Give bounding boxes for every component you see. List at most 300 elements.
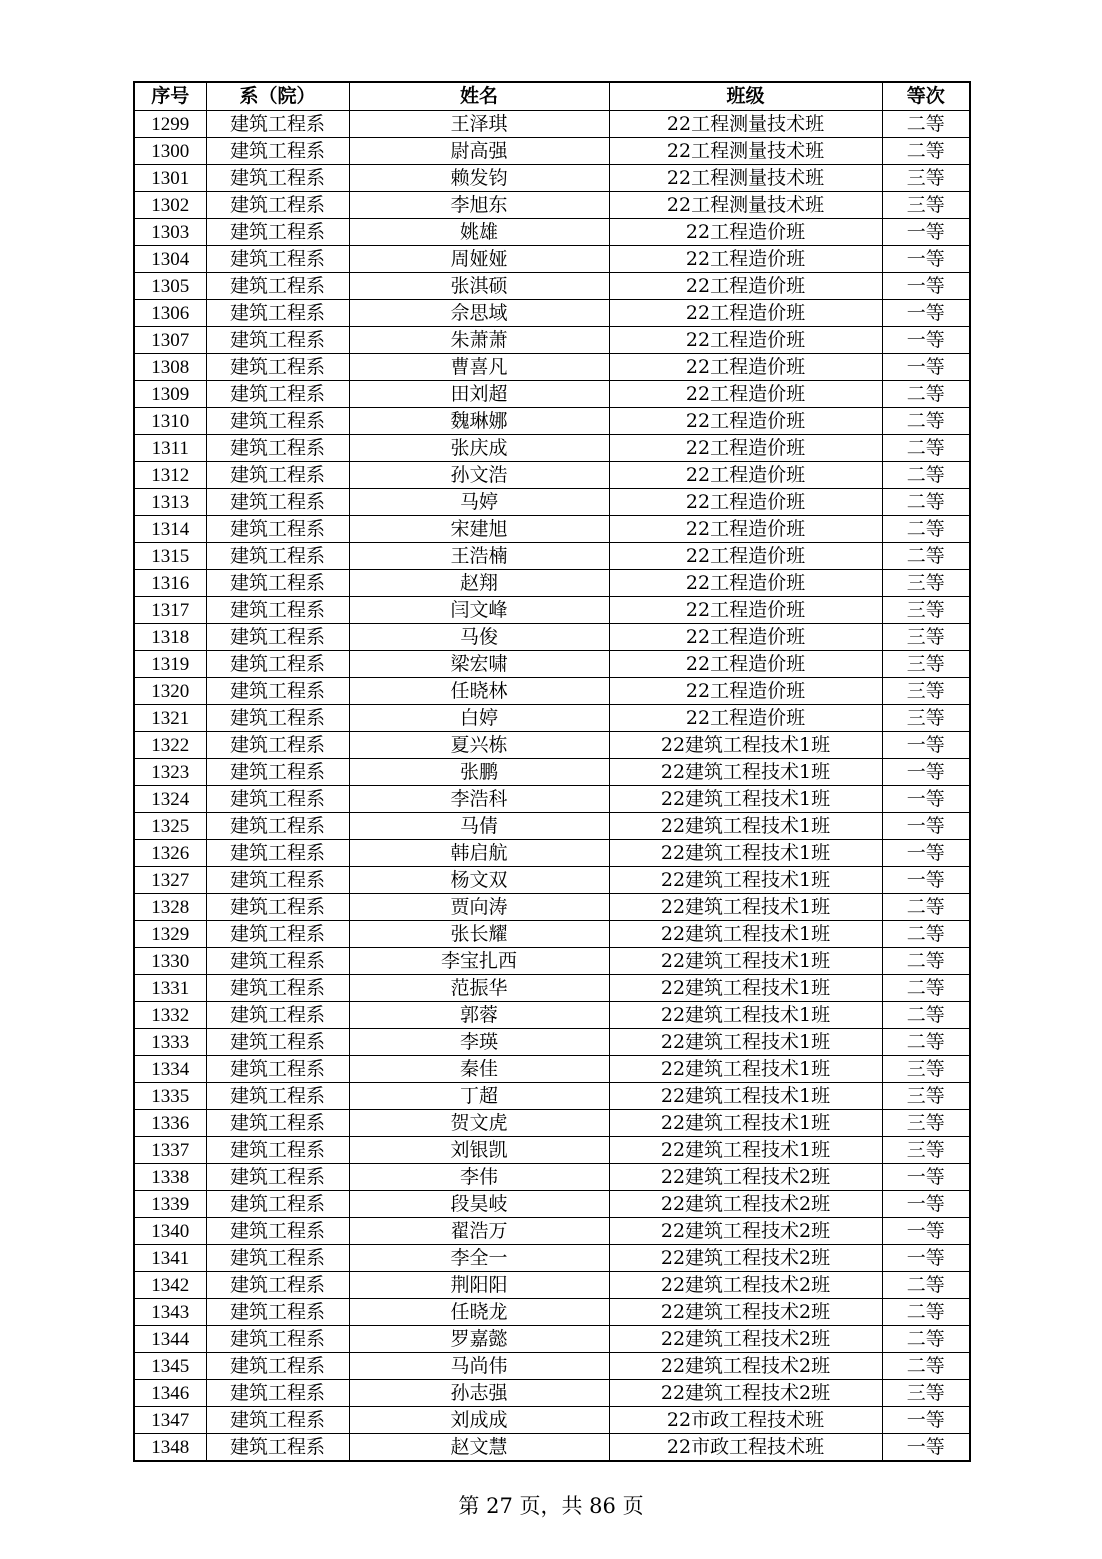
cell-rank: 一等 [882,786,970,813]
cell-name: 任晓林 [349,678,609,705]
cell-rank: 二等 [882,435,970,462]
cell-name: 任晓龙 [349,1299,609,1326]
cell-name: 刘银凯 [349,1137,609,1164]
cell-class: 22工程造价班 [609,273,882,300]
cell-index: 1344 [134,1326,206,1353]
cell-class: 22建筑工程技术2班 [609,1218,882,1245]
cell-rank: 三等 [882,705,970,732]
table-row [134,543,970,570]
cell-name: 佘思域 [349,300,609,327]
cell-index: 1310 [134,408,206,435]
cell-department: 建筑工程系 [206,300,349,327]
cell-name: 贾向涛 [349,894,609,921]
cell-name: 马俊 [349,624,609,651]
cell-class: 22工程造价班 [609,570,882,597]
cell-department: 建筑工程系 [206,165,349,192]
cell-department: 建筑工程系 [206,975,349,1002]
cell-name: 李瑛 [349,1029,609,1056]
table-row [134,867,970,894]
cell-index: 1308 [134,354,206,381]
cell-department: 建筑工程系 [206,489,349,516]
table-row [134,408,970,435]
table-row [134,354,970,381]
cell-department: 建筑工程系 [206,327,349,354]
cell-rank: 二等 [882,111,970,138]
cell-department: 建筑工程系 [206,1083,349,1110]
header-row [134,82,970,111]
table-row [134,840,970,867]
cell-rank: 二等 [882,1353,970,1380]
table-row [134,786,970,813]
cell-class: 22建筑工程技术2班 [609,1164,882,1191]
cell-department: 建筑工程系 [206,543,349,570]
table-row [134,1326,970,1353]
cell-class: 22工程造价班 [609,246,882,273]
cell-index: 1312 [134,462,206,489]
table-row [134,948,970,975]
cell-index: 1321 [134,705,206,732]
header-index: 序号 [134,82,206,111]
cell-department: 建筑工程系 [206,246,349,273]
cell-class: 22工程造价班 [609,327,882,354]
cell-name: 翟浩万 [349,1218,609,1245]
table-row [134,651,970,678]
cell-department: 建筑工程系 [206,732,349,759]
cell-index: 1330 [134,948,206,975]
cell-rank: 一等 [882,732,970,759]
table-row [134,489,970,516]
cell-class: 22工程造价班 [609,219,882,246]
table-row [134,1353,970,1380]
cell-index: 1302 [134,192,206,219]
cell-rank: 一等 [882,1164,970,1191]
table-row [134,246,970,273]
cell-index: 1329 [134,921,206,948]
table-row [134,1191,970,1218]
cell-rank: 三等 [882,624,970,651]
cell-name: 周娅娅 [349,246,609,273]
table-row [134,165,970,192]
table-row [134,624,970,651]
cell-index: 1319 [134,651,206,678]
cell-rank: 一等 [882,1218,970,1245]
cell-rank: 一等 [882,1191,970,1218]
cell-class: 22建筑工程技术1班 [609,759,882,786]
cell-department: 建筑工程系 [206,840,349,867]
table-row [134,1434,970,1462]
cell-department: 建筑工程系 [206,1434,349,1462]
table-row [134,381,970,408]
cell-rank: 一等 [882,354,970,381]
cell-department: 建筑工程系 [206,1191,349,1218]
cell-department: 建筑工程系 [206,111,349,138]
table-row [134,1137,970,1164]
cell-department: 建筑工程系 [206,759,349,786]
cell-class: 22工程造价班 [609,678,882,705]
cell-name: 马尚伟 [349,1353,609,1380]
cell-department: 建筑工程系 [206,1407,349,1434]
cell-name: 郭蓉 [349,1002,609,1029]
cell-department: 建筑工程系 [206,705,349,732]
table-row [134,1002,970,1029]
table-row [134,1056,970,1083]
cell-rank: 三等 [882,678,970,705]
cell-index: 1314 [134,516,206,543]
cell-rank: 三等 [882,165,970,192]
cell-index: 1338 [134,1164,206,1191]
cell-department: 建筑工程系 [206,1137,349,1164]
cell-department: 建筑工程系 [206,651,349,678]
cell-department: 建筑工程系 [206,1164,349,1191]
cell-class: 22建筑工程技术1班 [609,975,882,1002]
cell-rank: 二等 [882,1002,970,1029]
cell-department: 建筑工程系 [206,1002,349,1029]
cell-index: 1331 [134,975,206,1002]
cell-index: 1343 [134,1299,206,1326]
cell-name: 李旭东 [349,192,609,219]
cell-department: 建筑工程系 [206,624,349,651]
cell-class: 22建筑工程技术1班 [609,1056,882,1083]
cell-rank: 三等 [882,1110,970,1137]
cell-rank: 一等 [882,219,970,246]
cell-class: 22工程造价班 [609,462,882,489]
table-row [134,1245,970,1272]
cell-index: 1309 [134,381,206,408]
cell-class: 22建筑工程技术1班 [609,1083,882,1110]
cell-class: 22工程造价班 [609,516,882,543]
cell-name: 马倩 [349,813,609,840]
cell-name: 孙文浩 [349,462,609,489]
cell-class: 22工程测量技术班 [609,138,882,165]
header-name: 姓名 [349,82,609,111]
cell-department: 建筑工程系 [206,1272,349,1299]
cell-class: 22建筑工程技术1班 [609,867,882,894]
header-rank: 等次 [882,82,970,111]
cell-rank: 二等 [882,408,970,435]
cell-rank: 一等 [882,867,970,894]
cell-department: 建筑工程系 [206,894,349,921]
cell-name: 罗嘉懿 [349,1326,609,1353]
cell-rank: 一等 [882,273,970,300]
cell-class: 22建筑工程技术1班 [609,813,882,840]
cell-name: 田刘超 [349,381,609,408]
cell-index: 1339 [134,1191,206,1218]
cell-index: 1318 [134,624,206,651]
cell-index: 1317 [134,597,206,624]
cell-class: 22建筑工程技术2班 [609,1380,882,1407]
table-row [134,435,970,462]
cell-rank: 三等 [882,192,970,219]
cell-rank: 一等 [882,840,970,867]
cell-department: 建筑工程系 [206,462,349,489]
cell-department: 建筑工程系 [206,1299,349,1326]
table-row [134,1083,970,1110]
cell-index: 1324 [134,786,206,813]
cell-name: 尉高强 [349,138,609,165]
cell-rank: 三等 [882,1056,970,1083]
cell-class: 22工程造价班 [609,354,882,381]
cell-name: 李伟 [349,1164,609,1191]
cell-index: 1333 [134,1029,206,1056]
cell-index: 1303 [134,219,206,246]
table-row [134,192,970,219]
header-department: 系（院） [206,82,349,111]
cell-index: 1316 [134,570,206,597]
cell-name: 赵文慧 [349,1434,609,1462]
cell-department: 建筑工程系 [206,867,349,894]
cell-name: 刘成成 [349,1407,609,1434]
cell-name: 荆阳阳 [349,1272,609,1299]
cell-index: 1341 [134,1245,206,1272]
cell-department: 建筑工程系 [206,192,349,219]
table-row [134,705,970,732]
cell-rank: 二等 [882,921,970,948]
cell-name: 李浩科 [349,786,609,813]
cell-class: 22工程造价班 [609,408,882,435]
cell-department: 建筑工程系 [206,1380,349,1407]
cell-class: 22工程测量技术班 [609,111,882,138]
cell-class: 22建筑工程技术2班 [609,1245,882,1272]
cell-name: 朱萧萧 [349,327,609,354]
cell-class: 22建筑工程技术1班 [609,732,882,759]
cell-name: 宋建旭 [349,516,609,543]
cell-department: 建筑工程系 [206,597,349,624]
cell-name: 白婷 [349,705,609,732]
cell-class: 22工程造价班 [609,651,882,678]
cell-rank: 二等 [882,1029,970,1056]
cell-index: 1326 [134,840,206,867]
cell-name: 赖发钧 [349,165,609,192]
cell-name: 贺文虎 [349,1110,609,1137]
cell-rank: 一等 [882,813,970,840]
cell-rank: 二等 [882,975,970,1002]
table-row [134,327,970,354]
cell-department: 建筑工程系 [206,570,349,597]
cell-class: 22建筑工程技术1班 [609,894,882,921]
cell-class: 22建筑工程技术2班 [609,1272,882,1299]
table-row [134,894,970,921]
cell-index: 1328 [134,894,206,921]
page-footer: 第 27 页，共 86 页 [458,1494,644,1518]
cell-rank: 二等 [882,543,970,570]
table-row [134,111,970,138]
cell-class: 22建筑工程技术2班 [609,1353,882,1380]
table-row [134,1272,970,1299]
cell-index: 1322 [134,732,206,759]
cell-name: 秦佳 [349,1056,609,1083]
cell-department: 建筑工程系 [206,786,349,813]
cell-class: 22工程造价班 [609,597,882,624]
table-row [134,975,970,1002]
cell-index: 1320 [134,678,206,705]
cell-index: 1311 [134,435,206,462]
cell-department: 建筑工程系 [206,1029,349,1056]
cell-department: 建筑工程系 [206,1218,349,1245]
cell-department: 建筑工程系 [206,516,349,543]
cell-rank: 二等 [882,1299,970,1326]
cell-index: 1327 [134,867,206,894]
cell-class: 22工程造价班 [609,543,882,570]
cell-class: 22工程造价班 [609,300,882,327]
cell-name: 张庆成 [349,435,609,462]
table-row [134,138,970,165]
cell-index: 1347 [134,1407,206,1434]
cell-rank: 二等 [882,1326,970,1353]
cell-class: 22建筑工程技术1班 [609,1110,882,1137]
cell-rank: 一等 [882,327,970,354]
cell-department: 建筑工程系 [206,678,349,705]
cell-department: 建筑工程系 [206,408,349,435]
cell-rank: 二等 [882,489,970,516]
table-row [134,219,970,246]
cell-department: 建筑工程系 [206,1353,349,1380]
cell-index: 1346 [134,1380,206,1407]
table-row [134,1029,970,1056]
cell-rank: 三等 [882,1137,970,1164]
cell-class: 22工程造价班 [609,705,882,732]
cell-department: 建筑工程系 [206,1110,349,1137]
cell-rank: 二等 [882,948,970,975]
cell-rank: 二等 [882,1272,970,1299]
cell-rank: 二等 [882,894,970,921]
cell-class: 22建筑工程技术1班 [609,1029,882,1056]
cell-department: 建筑工程系 [206,948,349,975]
cell-name: 马婷 [349,489,609,516]
cell-index: 1345 [134,1353,206,1380]
cell-name: 张鹏 [349,759,609,786]
roster-table [133,81,971,1462]
cell-name: 杨文双 [349,867,609,894]
table-row [134,1380,970,1407]
cell-index: 1342 [134,1272,206,1299]
cell-department: 建筑工程系 [206,219,349,246]
cell-class: 22建筑工程技术1班 [609,1002,882,1029]
cell-index: 1348 [134,1434,206,1462]
cell-index: 1301 [134,165,206,192]
cell-index: 1340 [134,1218,206,1245]
table-row [134,759,970,786]
cell-name: 梁宏啸 [349,651,609,678]
table-row [134,1218,970,1245]
cell-department: 建筑工程系 [206,435,349,462]
table-header [134,82,970,111]
cell-index: 1323 [134,759,206,786]
cell-name: 孙志强 [349,1380,609,1407]
table-row [134,570,970,597]
cell-name: 李全一 [349,1245,609,1272]
table-row [134,813,970,840]
cell-rank: 一等 [882,1434,970,1462]
cell-index: 1306 [134,300,206,327]
table-row [134,273,970,300]
cell-rank: 二等 [882,138,970,165]
cell-rank: 二等 [882,516,970,543]
cell-rank: 二等 [882,462,970,489]
cell-class: 22工程造价班 [609,381,882,408]
cell-department: 建筑工程系 [206,354,349,381]
cell-department: 建筑工程系 [206,381,349,408]
cell-rank: 三等 [882,570,970,597]
cell-index: 1337 [134,1137,206,1164]
cell-class: 22建筑工程技术2班 [609,1326,882,1353]
cell-index: 1299 [134,111,206,138]
cell-name: 李宝扎西 [349,948,609,975]
cell-department: 建筑工程系 [206,1326,349,1353]
cell-rank: 三等 [882,1380,970,1407]
cell-class: 22市政工程技术班 [609,1434,882,1462]
cell-class: 22建筑工程技术1班 [609,840,882,867]
table-row [134,1299,970,1326]
cell-name: 丁超 [349,1083,609,1110]
table-row [134,516,970,543]
cell-name: 张长耀 [349,921,609,948]
cell-name: 赵翔 [349,570,609,597]
cell-name: 闫文峰 [349,597,609,624]
cell-name: 魏琳娜 [349,408,609,435]
cell-index: 1335 [134,1083,206,1110]
cell-name: 曹喜凡 [349,354,609,381]
cell-department: 建筑工程系 [206,1245,349,1272]
cell-class: 22市政工程技术班 [609,1407,882,1434]
cell-index: 1307 [134,327,206,354]
table-row [134,597,970,624]
table-body [134,111,970,1462]
cell-index: 1325 [134,813,206,840]
cell-name: 王泽琪 [349,111,609,138]
cell-name: 王浩楠 [349,543,609,570]
cell-rank: 三等 [882,1083,970,1110]
cell-name: 姚雄 [349,219,609,246]
cell-index: 1300 [134,138,206,165]
cell-department: 建筑工程系 [206,1056,349,1083]
cell-class: 22工程造价班 [609,435,882,462]
cell-index: 1334 [134,1056,206,1083]
table-row [134,1407,970,1434]
cell-class: 22建筑工程技术1班 [609,786,882,813]
cell-rank: 一等 [882,300,970,327]
table-row [134,1110,970,1137]
cell-name: 夏兴栋 [349,732,609,759]
cell-index: 1315 [134,543,206,570]
cell-class: 22建筑工程技术2班 [609,1191,882,1218]
cell-rank: 一等 [882,1245,970,1272]
cell-department: 建筑工程系 [206,273,349,300]
cell-rank: 一等 [882,759,970,786]
cell-department: 建筑工程系 [206,138,349,165]
cell-index: 1304 [134,246,206,273]
table-row [134,1164,970,1191]
cell-class: 22建筑工程技术1班 [609,948,882,975]
cell-class: 22建筑工程技术1班 [609,1137,882,1164]
cell-class: 22建筑工程技术2班 [609,1299,882,1326]
cell-index: 1313 [134,489,206,516]
cell-class: 22建筑工程技术1班 [609,921,882,948]
cell-class: 22工程造价班 [609,624,882,651]
cell-rank: 一等 [882,246,970,273]
cell-rank: 三等 [882,651,970,678]
cell-rank: 二等 [882,381,970,408]
header-class: 班级 [609,82,882,111]
cell-index: 1332 [134,1002,206,1029]
cell-class: 22工程造价班 [609,489,882,516]
cell-name: 范振华 [349,975,609,1002]
cell-rank: 三等 [882,597,970,624]
cell-index: 1336 [134,1110,206,1137]
cell-name: 段昊岐 [349,1191,609,1218]
cell-class: 22工程测量技术班 [609,192,882,219]
cell-department: 建筑工程系 [206,813,349,840]
cell-name: 张淇硕 [349,273,609,300]
